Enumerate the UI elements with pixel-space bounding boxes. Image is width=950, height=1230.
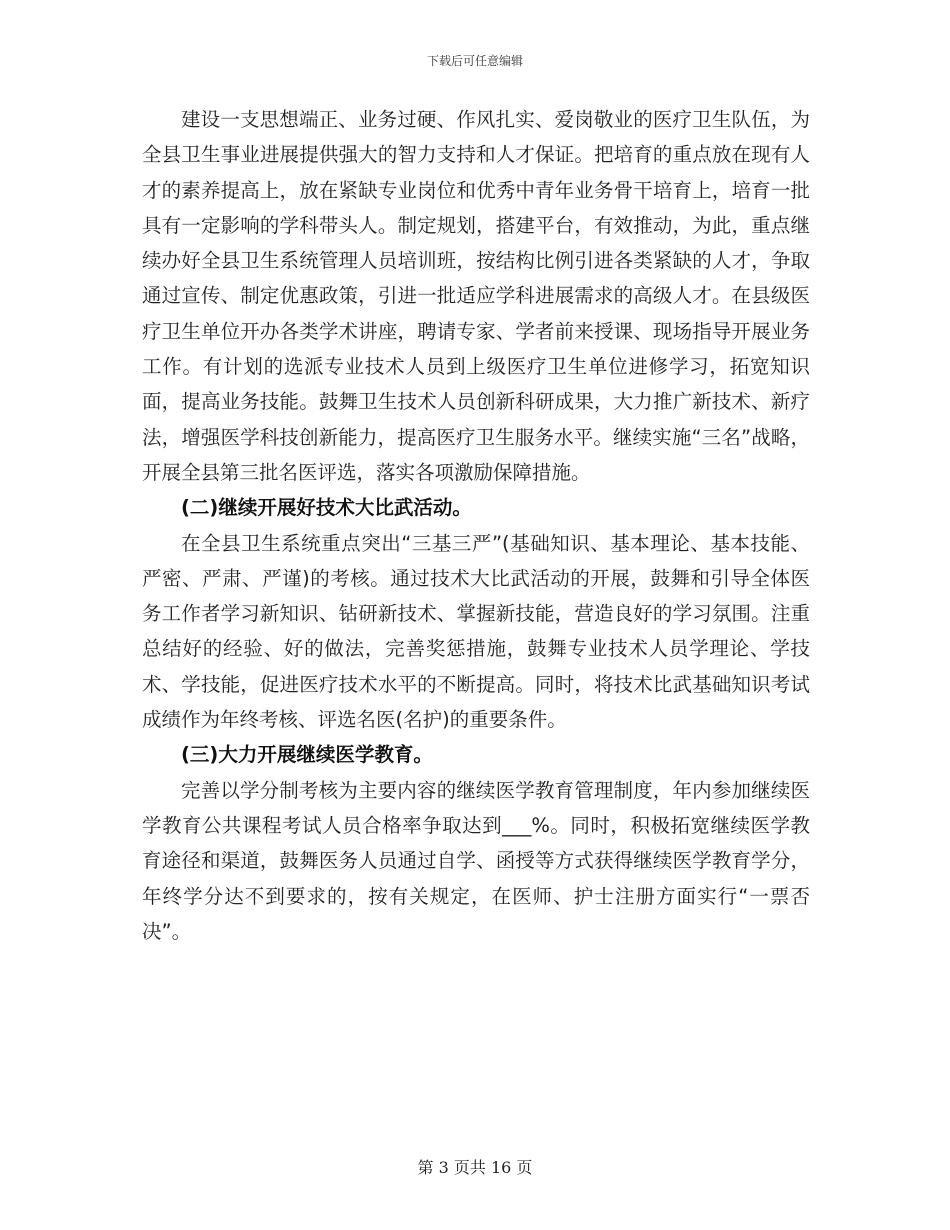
paragraph-skills-competition: 在全县卫生系统重点突出“三基三严”(基础知识、基本理论、基本技能、严密、严肃、严谨)的考核。通过技术大比武活动的开展，鼓舞和引导全体医务工作者学习新知识、钻研新技术、掌握新技能，营造良好的学习氛围。注重总结好的经验、好的做法，完善奖惩措施，鼓舞专业技术人员学理论、学技术、学技能，促进医疗技术水平的不断提高。同时，将技术比武基础知识考试成绩作为年终考核、评选名医(名护)的重要条件。 xyxy=(142,531,810,732)
section-heading-2: (二)继续开展好技术大比武活动。 xyxy=(181,496,472,520)
paragraph-continuing-education: 完善以学分制考核为主要内容的继续医学教育管理制度，年内参加继续医学教育公共课程考试人员合格率争取达到___%。同时，积极拓宽继续医学教育途径和渠道，鼓舞医务人员通过自学、函授等方式获得继续医学教育学分，年终学分达不到要求的，按有关规定，在医师、护士注册方面实行“一票否决”。 xyxy=(142,778,810,943)
section-heading-3: (三)大力开展继续医学教育。 xyxy=(181,743,433,767)
paragraph-talent-team: 建设一支思想端正、业务过硬、作风扎实、爱岗敬业的医疗卫生队伍，为全县卫生事业进展提供强大的智力支持和人才保证。把培育的重点放在现有人才的素养提高上，放在紧缺专业岗位和优秀中青年业务骨干培育上，培育一批具有一定影响的学科带头人。制定规划，搭建平台，有效推动，为此，重点继续办好全县卫生系统管理人员培训班，按结构比例引进各类紧缺的人才，争取通过宣传、制定优惠政策，引进一批适应学科进展需求的高级人才。在县级医疗卫生单位开办各类学术讲座，聘请专家、学者前来授课、现场指导开展业务工作。有计划的选派专业技术人员到上级医疗卫生单位进修学习，拓宽知识面，提高业务技能。鼓舞卫生技术人员创新科研成果，大力推广新技术、新疗法，增强医学科技创新能力，提高医疗卫生服务水平。继续实施“三名”战略，开展全县第三批名医评选，落实各项激励保障措施。 xyxy=(142,108,810,484)
page-number: 第 3 页共 16 页 xyxy=(417,1158,533,1177)
page-header: 下载后可任意编辑 xyxy=(426,54,523,68)
document-body xyxy=(142,102,810,949)
